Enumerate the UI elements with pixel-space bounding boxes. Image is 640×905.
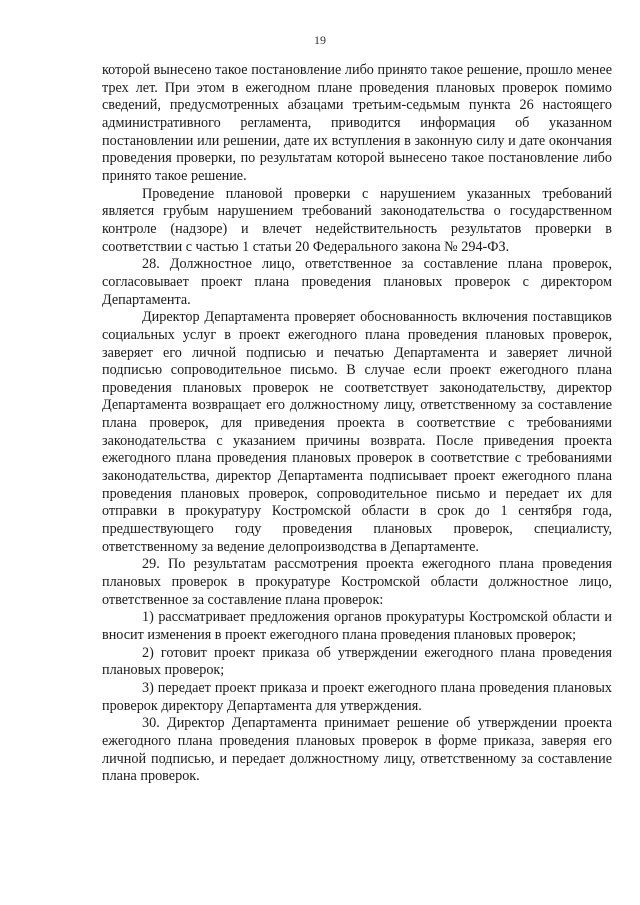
paragraph-director-review: Директор Департамента проверяет обоснованность включения поставщиков социальных услуг в проект ежегодного плана проведения плановых проверок, заверяет его личной подписью и печатью Департамента и заверяет личной подписью сопроводительное письмо. В случае если проект ежегодного плана проведения плановых проверок не соответствует законодательству, директор Департамента возвращает его должностному лицу, ответственному за составление плана проверок, для приведения проекта в соответствие с требованиями законодательства с указанием причины возврата. После приведения проекта ежегодного плана проведения плановых проверок в соответствие с требованиями законодательства, директор Департамента подписывает проект ежегодного плана проведения плановых проверок, сопроводительное письмо и передает их для отправки в прокуратуру Костромской области в срок до 1 сентября года, предшествующего году проведения плановых проверок, специалисту, ответственному за ведение делопроизводства в Департаменте. xyxy=(102,309,612,555)
paragraph-item-29-sub-2: 2) готовит проект приказа об утверждении ежегодного плана проведения плановых проверок; xyxy=(102,644,612,679)
paragraph-item-29-sub-3: 3) передает проект приказа и проект ежегодного плана проведения плановых проверок директору Департамента для утверждения. xyxy=(102,679,612,714)
paragraph-item-29: 29. По результатам рассмотрения проекта ежегодного плана проведения плановых проверок в прокуратуре Костромской области должностное лицо, ответственное за составление плана проверок: xyxy=(102,556,612,608)
page-number: 19 xyxy=(314,33,326,47)
document-body xyxy=(102,62,612,786)
paragraph-item-30: 30. Директор Департамента принимает решение об утверждении проекта ежегодного плана проведения плановых проверок в форме приказа, заверяя его личной подписью, и передает должностному лицу, ответственному за составление плана проверок. xyxy=(102,715,612,785)
paragraph-item-28: 28. Должностное лицо, ответственное за составление плана проверок, согласовывает проект плана проведения плановых проверок с директором Департамента. xyxy=(102,256,612,308)
paragraph-violation-note: Проведение плановой проверки с нарушением указанных требований является грубым нарушением требований законодательства о государственном контроле (надзоре) и влечет недействительность результатов проверки в соответствии с частью 1 статьи 20 Федерального закона № 294-ФЗ. xyxy=(102,185,612,255)
paragraph-continuation: которой вынесено такое постановление либо принято такое решение, прошло менее трех лет. При этом в ежегодном плане проведения плановых проверок помимо сведений, предусмотренных абзацами третьим-седьмым пункта 26 настоящего административного регламента, приводится информация об указанном постановлении или решении, дате их вступления в законную силу и дате окончания проведения проверки, по результатам которой вынесено такое постановление либо принято такое решение. xyxy=(102,62,612,184)
paragraph-item-29-sub-1: 1) рассматривает предложения органов прокуратуры Костромской области и вносит изменения в проект ежегодного плана проведения плановых проверок; xyxy=(102,609,612,643)
